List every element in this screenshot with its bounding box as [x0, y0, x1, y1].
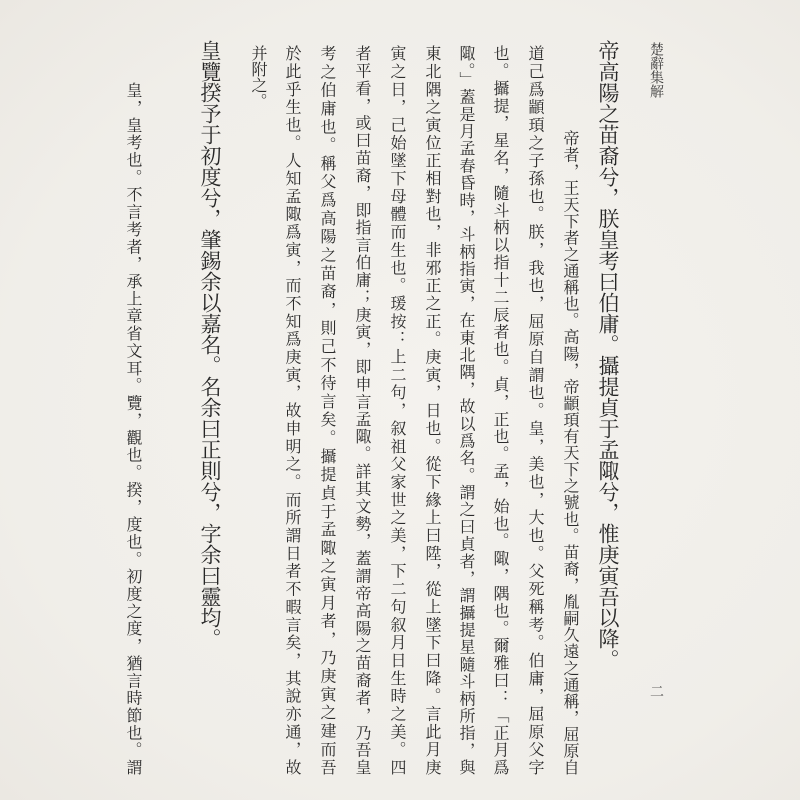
- commentary-line: 陬。」蓋是月孟春昏時，斗柄指寅，在東北隅，故以爲名。謂之曰貞者，謂攝提星隨斗柄所指，與: [457, 45, 476, 775]
- commentary-line: 帝者，王天下者之通稱也。高陽，帝顓頊有天下之號也。苗裔，胤嗣久遠之通稱，屈原自: [561, 130, 580, 775]
- commentary-line: 者平看，或曰苗裔，即指言伯庸；庚寅，即申言孟陬。詳其文勢，蓋謂帝高陽之苗裔者，乃吾皇: [353, 45, 372, 775]
- verse-text: 帝高陽之苗裔兮，朕皇考曰伯庸。攝提貞于孟陬兮，惟庚寅吾以降。: [596, 40, 620, 670]
- commentary-line: 道己爲顓頊之子孫也。朕，我也，屈原自謂也。皇，美也，大也。父死稱考。伯庸，屈原父字: [526, 45, 545, 775]
- commentary-line: 并附之。: [249, 45, 268, 109]
- commentary-line: 於此乎生也。人知孟陬爲寅，而不知爲庚寅，故申明之。而所謂日者不暇言矣，其說亦通，故: [283, 45, 302, 775]
- commentary-line: 東北隅之寅位正相對也，非邪正之正。庚寅，日也。從下緣上曰陞，從上墜下曰降。言此月庚: [423, 45, 442, 775]
- commentary-line: 考之伯庸也。稱父爲高陽之苗裔，則己不待言矣。攝提貞于孟陬之寅月者，乃庚寅之建而吾: [318, 45, 337, 775]
- commentary-line: 也。攝提，星名，隨斗柄以指十二辰者也。貞，正也。孟，始也。陬，隅也。爾雅曰：「正月爲: [491, 45, 510, 775]
- commentary-line: 皇，皇考也。不言考者，承上章省文耳。覽，觀也。揆，度也。初度之度，猶言時節也。謂: [124, 82, 143, 775]
- running-head: 楚辭集解: [648, 42, 664, 98]
- page-number: 二: [648, 684, 664, 698]
- verse-text: 皇覽揆予于初度兮，肇錫余以嘉名。名余曰正則兮，字余曰靈均。: [198, 40, 222, 649]
- commentary-line: 寅之日，己始墜下母體而生也。瑗按：上二句，叙祖父家世之美，下二句叙月日生時之美。四: [388, 45, 407, 775]
